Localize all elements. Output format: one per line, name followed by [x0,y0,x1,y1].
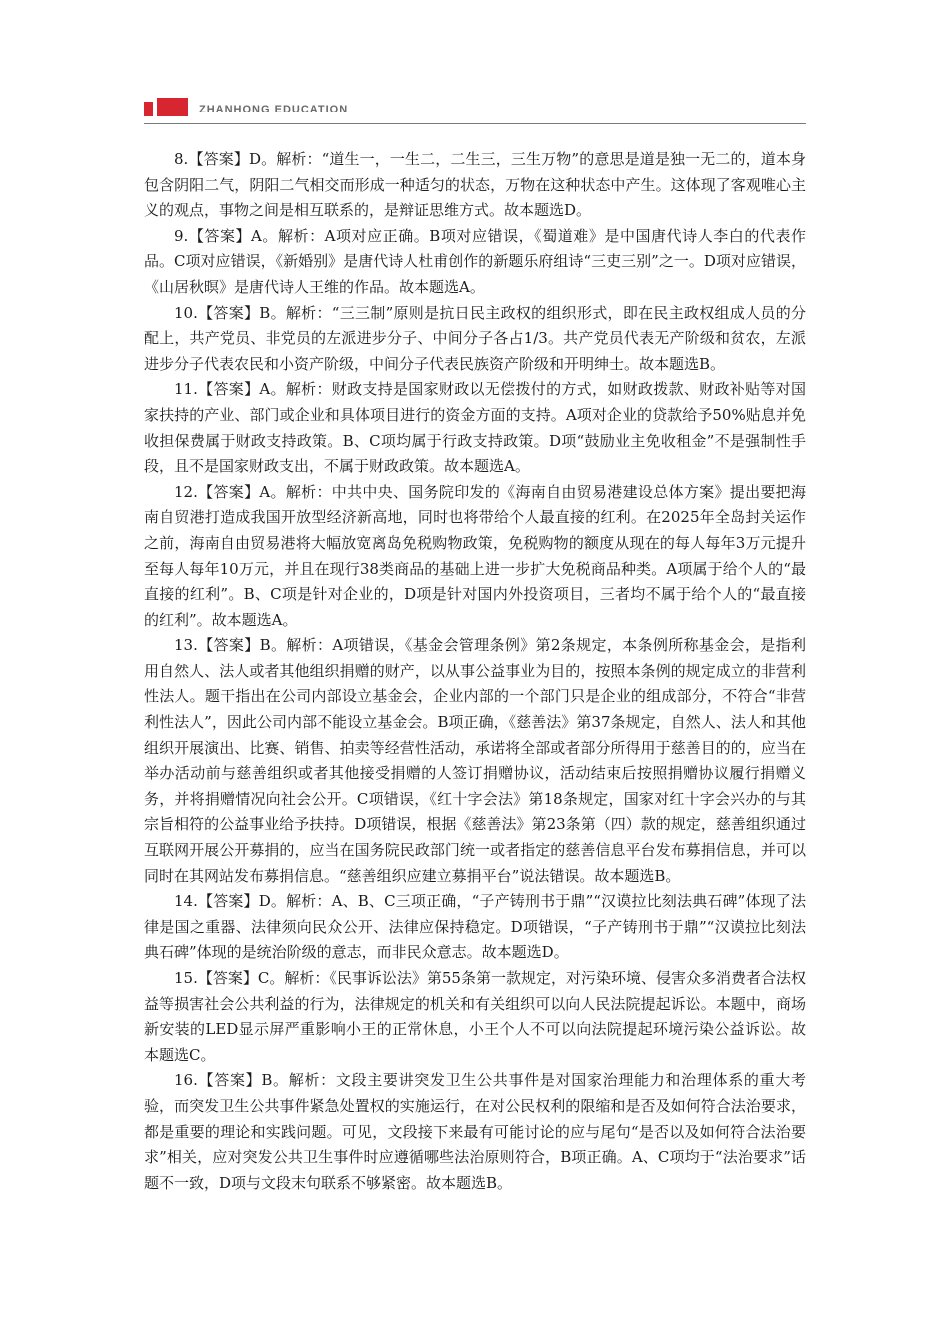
answer-paragraph-16: 16.【答案】B。解析：文段主要讲突发卫生公共事件是对国家治理能力和治理体系的重大考验，而突发卫生公共事件紧急处置权的实施运行，在对公民权利的限缩和是否及如何符合法治要求，都是重要的理论和实践问题。可见，文段接下来最有可能讨论的应与尾句“是否以及如何符合法治要求”相关，应对突发公共卫生事件时应遵循哪些法治原则符合，B项正确。A、C项均于“法治要求”话题不一致，D项与文段末句联系不够紧密。故本题选B。 [144,1071,806,1192]
answer-paragraph-12: 12.【答案】A。解析：中共中央、国务院印发的《海南自由贸易港建设总体方案》提出要把海南自贸港打造成我国开放型经济新高地，同时也将带给个人最直接的红利。在2025年全岛封关运作之前，海南自由贸易港将大幅放宽离岛免税购物政策，免税购物的额度从现在的每人每年3万元提升至每人每年10万元，并且在现行38类商品的基础上进一步扩大免税商品种类。A项属于给个人的“最直接的红利”。B、C项是针对企业的，D项是针对国内外投资项目，三者均不属于给个人的“最直接的红利”。故本题选A。 [144,482,806,629]
answer-explanations [144,147,806,1196]
brand-text: ZHANHONG EDUCATION [199,104,349,112]
answer-paragraph-11: 11.【答案】A。解析：财政支持是国家财政以无偿拨付的方式，如财政拨款、财政补贴等对国家扶持的产业、部门或企业和具体项目进行的资金方面的支持。A项对企业的贷款给予50%贴息并免收担保费属于财政支持政策。B、C项均属于行政支持政策。D项“鼓励业主免收租金”不是强制性手段，且不是国家财政支出，不属于财政政策。故本题选A。 [144,380,806,476]
answer-paragraph-14: 14.【答案】D。解析：A、B、C三项正确，“子产铸刑书于鼎”“汉谟拉比刻法典石碑”体现了法律是国之重器、法律须向民众公开、法律应保持稳定。D项错误，“子产铸刑书于鼎”“汉谟拉比刻法典石碑”体现的是统治阶级的意志，而非民众意志。故本题选D。 [144,892,806,962]
answer-paragraph-8: 8.【答案】D。解析：“道生一，一生二，二生三，三生万物”的意思是道是独一无二的，道本身包含阴阳二气，阴阳二气相交而形成一种适匀的状态，万物在这种状态中产生。这体现了客观唯心主义的观点，事物之间是相互联系的，是辩证思维方式。故本题选D。 [144,150,806,220]
header-divider [144,123,806,124]
logo-icon [144,98,188,116]
answer-paragraph-10: 10.【答案】B。解析：“三三制”原则是抗日民主政权的组织形式，即在民主政权组成人员的分配上，共产党员、非党员的左派进步分子、中间分子各占1/3。共产党员代表无产阶级和贫农，左派进步分子代表农民和小资产阶级，中间分子代表民族资产阶级和开明绅士。故本题选B。 [144,303,806,373]
page-header [0,0,950,130]
answer-paragraph-13: 13.【答案】B。解析：A项错误，《基金会管理条例》第2条规定，本条例所称基金会，是指利用自然人、法人或者其他组织捐赠的财产，以从事公益事业为目的，按照本条例的规定成立的非营利性法人。题干指出在公司内部设立基金会，企业内部的一个部门只是企业的组成部分，不符合“非营利性法人”，因此公司内部不能设立基金会。B项正确，《慈善法》第37条规定，自然人、法人和其他组织开展演出、比赛、销售、拍卖等经营性活动，承诺将全部或者部分所得用于慈善目的的，应当在举办活动前与慈善组织或者其他接受捐赠的人签订捐赠协议，活动结束后按照捐赠协议履行捐赠义务，并将捐赠情况向社会公开。C项错误，《红十字会法》第18条规定，国家对红十字会兴办的与其宗旨相符的公益事业给予扶持。D项错误，根据《慈善法》第23条第（四）款的规定，慈善组织通过互联网开展公开募捐的，应当在国务院民政部门统一或者指定的慈善信息平台发布募捐信息，并可以同时在其网站发布募捐信息。“慈善组织应建立募捐平台”说法错误。故本题选B。 [144,636,806,885]
answer-paragraph-15: 15.【答案】C。解析：《民事诉讼法》第55条第一款规定，对污染环境、侵害众多消费者合法权益等损害社会公共利益的行为，法律规定的机关和有关组织可以向人民法院提起诉讼。本题中，商场新安装的LED显示屏严重影响小王的正常休息，小王个人不可以向法院提起环境污染公益诉讼。故本题选C。 [144,969,806,1064]
answer-paragraph-9: 9.【答案】A。解析：A项对应正确。B项对应错误，《蜀道难》是中国唐代诗人李白的代表作品。C项对应错误，《新婚别》是唐代诗人杜甫创作的新题乐府组诗“三吏三别”之一。D项对应错误，《山居秋暝》是唐代诗人王维的作品。故本题选A。 [144,226,806,296]
